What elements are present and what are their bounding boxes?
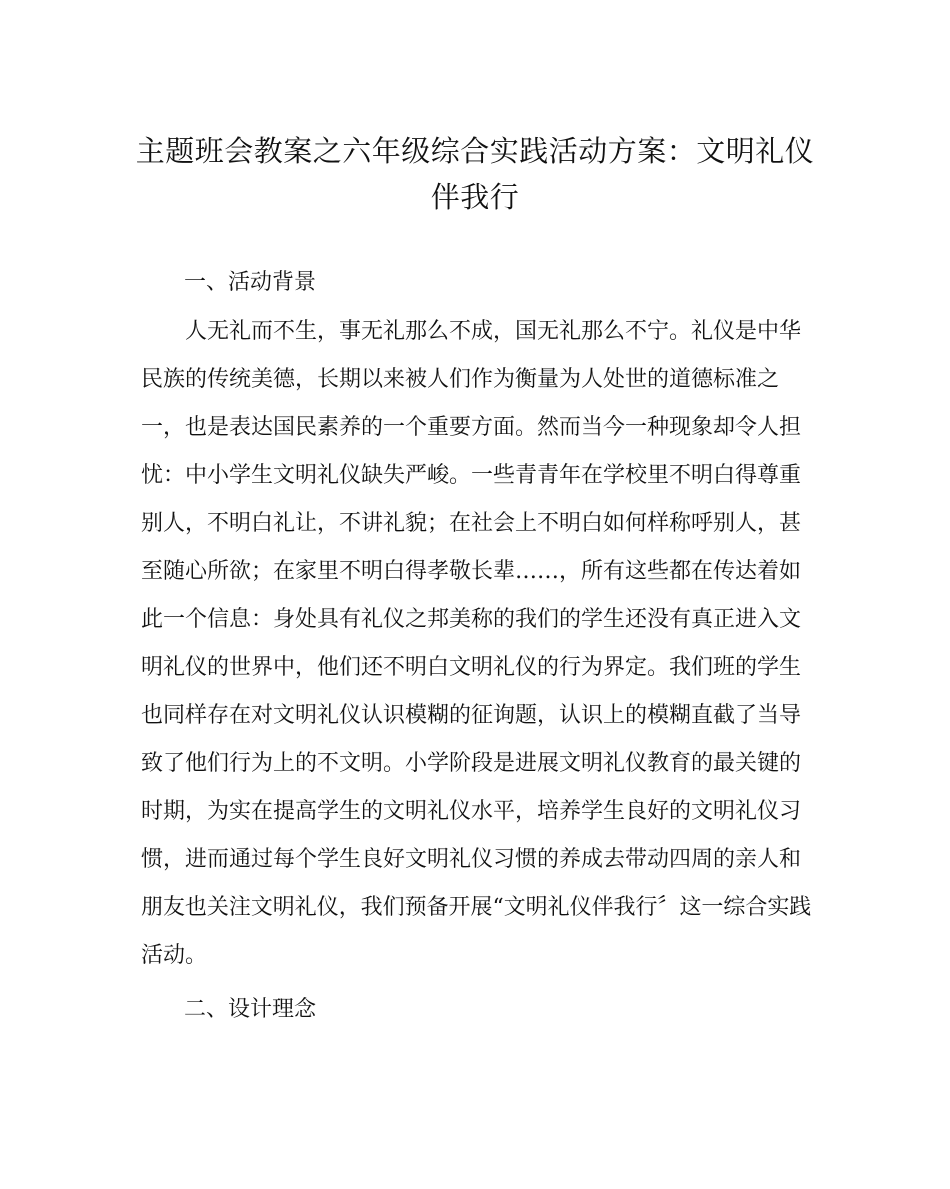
paragraph-line: 活动。 xyxy=(141,943,208,968)
paragraph-line: 此一个信息：身处具有礼仪之邦美称的我们的学生还没有真正进入文 xyxy=(141,607,802,632)
paragraph-line: 忧：中小学生文明礼仪缺失严峻。一些青青年在学校里不明白得尊重 xyxy=(141,463,802,488)
section-heading-background: 一、活动背景 xyxy=(184,270,317,295)
paragraph-line: 一，也是表达国民素养的一个重要方面。然而当今一种现象却令人担 xyxy=(141,415,802,440)
title-line-2: 伴我行 xyxy=(430,180,520,214)
paragraph-line: 致了他们行为上的不文明。小学阶段是进展文明礼仪教育的最关键的 xyxy=(141,751,802,776)
paragraph-line: 明礼仪的世界中，他们还不明白文明礼仪的行为界定。我们班的学生 xyxy=(141,655,802,680)
paragraph-line: 至随心所欲；在家里不明白得孝敬长辈……，所有这些都在传达着如 xyxy=(141,559,802,584)
title-line-1: 主题班会教案之六年级综合实践活动方案：文明礼仪 xyxy=(135,134,815,168)
document-title xyxy=(0,128,950,220)
paragraph-line: 也同样存在对文明礼仪认识模糊的征询题，认识上的模糊直截了当导 xyxy=(141,703,802,728)
paragraph-line: 朋友也关注文明礼仪，我们预备开展“文明礼仪伴我行〞这一综合实践 xyxy=(141,895,812,920)
paragraph-line: 别人，不明白礼让，不讲礼貌；在社会上不明白如何样称呼别人，甚 xyxy=(141,511,802,536)
paragraph-line: 时期，为实在提高学生的文明礼仪水平，培养学生良好的文明礼仪习 xyxy=(141,799,802,824)
paragraph-line: 惯，进而通过每个学生良好文明礼仪习惯的养成去带动四周的亲人和 xyxy=(141,847,802,872)
section-heading-design: 二、设计理念 xyxy=(184,997,317,1022)
paragraph-line: 人无礼而不生，事无礼那么不成，国无礼那么不宁。礼仪是中华 xyxy=(185,319,802,344)
paragraph-line: 民族的传统美德，长期以来被人们作为衡量为人处世的道德标准之 xyxy=(141,367,780,392)
